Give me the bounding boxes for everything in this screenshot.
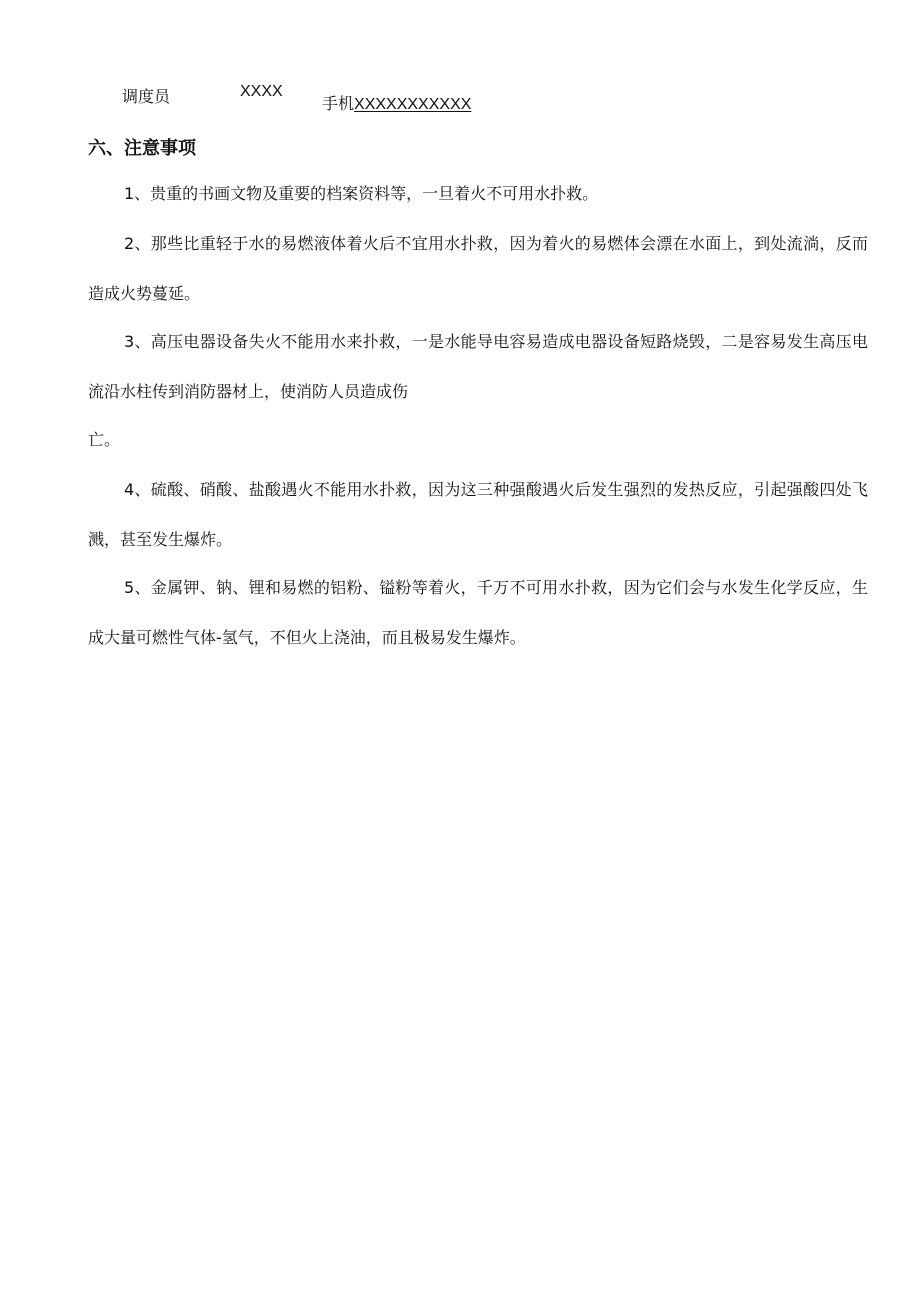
notice-item-2: 2、那些比重轻于水的易燃液体着火后不宜用水扑救，因为着火的易燃体会漂在水面上，到处流淌，反而造成火势蔓延。 bbox=[88, 234, 868, 303]
dispatcher-name: XXXX bbox=[240, 83, 283, 100]
section-title: 六、注意事项 bbox=[88, 138, 196, 159]
notice-item-1: 1、贵重的书画文物及重要的档案资料等，一旦着火不可用水扑救。 bbox=[124, 184, 599, 203]
dispatcher-phone bbox=[322, 91, 471, 114]
phone-label: 手机 bbox=[322, 94, 355, 113]
notice-item-5: 5、金属钾、钠、锂和易燃的铝粉、镒粉等着火，千万不可用水扑救，因为它们会与水发生化学反应，生成大量可燃性气体-氢气，不但火上浇油，而且极易发生爆炸。 bbox=[88, 578, 868, 647]
dispatcher-label: 调度员 bbox=[122, 87, 171, 106]
notice-item-3: 3、高压电器设备失火不能用水来扑救，一是水能导电容易造成电器设备短路烧毁，二是容易发生高压电流沿水柱传到消防器材上，使消防人员造成伤 bbox=[88, 332, 868, 401]
notice-item-4: 4、硫酸、硝酸、盐酸遇火不能用水扑救，因为这三种强酸遇火后发生强烈的发热反应，引起强酸四处飞溅，甚至发生爆炸。 bbox=[88, 480, 868, 549]
contact-row bbox=[0, 82, 920, 118]
phone-number: XXXXXXXXXXX bbox=[354, 96, 472, 113]
notice-item-3-continuation: 亡。 bbox=[88, 430, 121, 449]
